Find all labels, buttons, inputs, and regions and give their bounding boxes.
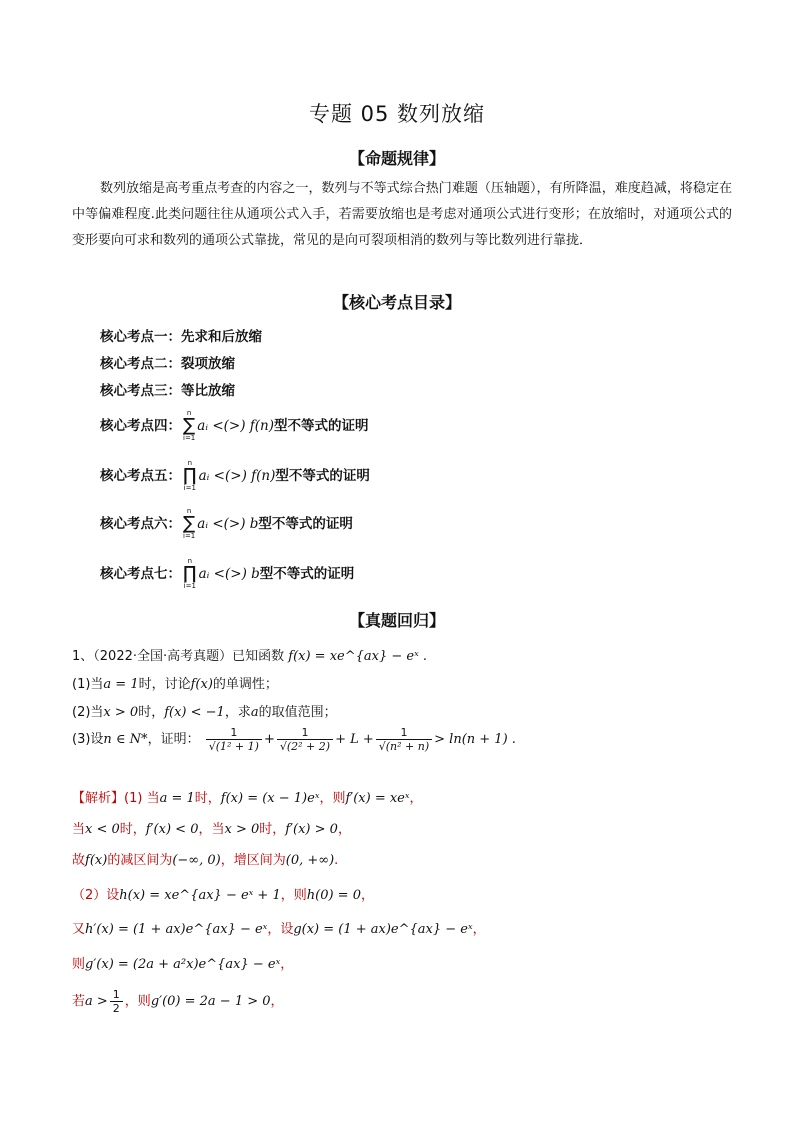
operator-upper: n <box>186 409 192 417</box>
denominator: √(1² + 1) <box>208 740 259 753</box>
toc-label: 核心考点二： <box>100 356 181 372</box>
math: g(x) = (1 + ax)e^{ax} − eˣ <box>293 922 473 937</box>
text: ，则 <box>319 791 346 806</box>
text: 时， <box>259 822 286 837</box>
text: ， <box>337 822 351 837</box>
text: ，则 <box>124 994 151 1009</box>
operator-symbol: ∏ <box>183 563 197 584</box>
math: f′(x) < 0 <box>145 822 199 837</box>
text: ，设 <box>267 922 294 937</box>
text: ， <box>472 922 486 937</box>
operator-lower: i=1 <box>183 532 196 540</box>
math: f′(x) > 0 <box>285 822 338 837</box>
toc-expression: aᵢ <(>) b <box>198 566 260 582</box>
problem-part-1 <box>72 673 278 692</box>
toc-item-4 <box>100 410 369 442</box>
text: (3)设 <box>72 732 104 747</box>
operator-symbol: ∏ <box>183 465 197 486</box>
operator-symbol: ∑ <box>183 415 196 436</box>
math: f(x) < −1 <box>164 705 225 720</box>
ellipsis-term: + L + <box>335 732 374 747</box>
math: n ∈ N* <box>103 732 148 747</box>
operator-lower: i=1 <box>183 582 196 590</box>
operator-symbol: ∑ <box>183 513 196 534</box>
toc-label: 核心考点六： <box>100 516 181 532</box>
text: (1) 当 <box>124 791 160 806</box>
math: a > <box>85 994 108 1009</box>
operator-upper: n <box>187 459 193 467</box>
math: h′(x) = (1 + ax)e^{ax} − eˣ <box>85 922 268 937</box>
text: . <box>334 853 339 868</box>
text: 若 <box>72 994 86 1009</box>
math: a = 1 <box>103 677 139 692</box>
operator-lower: i=1 <box>183 484 196 492</box>
math: (−∞, 0) <box>172 853 221 868</box>
summation-operator <box>183 508 195 540</box>
fraction-2 <box>277 726 333 753</box>
text: (2)当 <box>72 705 104 720</box>
text: ，增区间为 <box>220 853 286 868</box>
denominator: √(2² + 2) <box>279 740 331 753</box>
operator-lower: i=1 <box>183 434 196 442</box>
problem-part-2 <box>72 701 337 720</box>
section-heading-real: 【真题回归】 <box>348 611 445 630</box>
denominator: 2 <box>112 1002 120 1015</box>
fraction-1 <box>206 726 262 753</box>
analysis-tag: 【解析】 <box>72 791 125 806</box>
text: 的减区间为 <box>107 853 173 868</box>
math: x > 0 <box>224 822 260 837</box>
text: （2）设 <box>72 888 120 903</box>
problem-intro <box>72 645 427 664</box>
product-operator <box>183 558 197 590</box>
math: f(x) <box>85 853 108 868</box>
toc-label: 核心考点三： <box>100 383 181 399</box>
product-operator <box>183 460 197 492</box>
math: a = 1 <box>159 791 195 806</box>
math: f(x) <box>190 677 213 692</box>
toc-label: 核心考点七： <box>100 566 181 582</box>
summation-operator <box>183 410 195 442</box>
toc-item-5 <box>100 460 370 492</box>
math: a <box>250 705 259 720</box>
text: 时， <box>138 705 165 720</box>
operator-upper: n <box>186 507 192 515</box>
section-heading-toc: 【核心考点目录】 <box>332 293 461 312</box>
text: 故 <box>72 853 86 868</box>
math: x > 0 <box>103 705 139 720</box>
toc-label: 核心考点四： <box>100 418 181 434</box>
inequality-tail: > ln(n + 1) . <box>434 732 516 747</box>
numerator: 1 <box>277 726 333 740</box>
toc-label: 核心考点五： <box>100 468 181 484</box>
toc-expression: aᵢ <(>) f(n) <box>198 468 276 484</box>
math: h(x) = xe^{ax} − eˣ + 1 <box>119 888 281 903</box>
toc-item-1 <box>100 325 262 345</box>
answer-line-2 <box>72 818 351 837</box>
math: x < 0 <box>85 822 120 837</box>
math: g′(x) = (2a + a²x)e^{ax} − eˣ <box>85 957 281 972</box>
toc-item-2 <box>100 352 235 372</box>
toc-expression: aᵢ <(>) f(n) <box>197 418 274 434</box>
toc-text: 型不等式的证明 <box>259 566 355 582</box>
text: ， <box>360 888 374 903</box>
text: 的单调性； <box>212 677 278 692</box>
toc-text: 等比放缩 <box>181 383 235 399</box>
problem-intro-text: 1、（2022·全国·高考真题）已知函数 <box>72 649 285 664</box>
problem-part-3 <box>72 726 516 753</box>
text: (1)当 <box>72 677 104 692</box>
text: 当 <box>72 822 86 837</box>
text: 时，讨论 <box>138 677 191 692</box>
numerator: 1 <box>206 726 262 740</box>
plus-sign: + <box>263 732 275 747</box>
text: ， <box>270 994 284 1009</box>
answer-line-5 <box>72 918 486 937</box>
text: 时， <box>119 822 146 837</box>
section-heading-rule: 【命题规律】 <box>348 149 445 168</box>
answer-line-7 <box>72 988 284 1015</box>
numerator: 1 <box>376 726 432 740</box>
answer-line-1 <box>72 787 423 806</box>
rule-paragraph: 数列放缩是高考重点考查的内容之一，数列与不等式综合热门难题（压轴题），有所降温，难度趋减，将稳定在中等偏难程度.此类问题往往从通项公式入手，若需要放缩也是考虑对通项公式进行变形；在放缩时，对通项公式的变形要向可求和数列的通项公式靠拢，常见的是向可裂项相消的数列与等比数列进行靠拢． <box>72 181 732 248</box>
toc-text: 先求和后放缩 <box>181 329 262 345</box>
answer-line-4 <box>72 884 374 903</box>
text: ，求 <box>224 705 251 720</box>
toc-text: 型不等式的证明 <box>274 418 369 434</box>
math: (0, +∞) <box>285 853 335 868</box>
denominator: √(n² + n) <box>378 740 430 753</box>
toc-expression: aᵢ <(>) b <box>197 516 259 532</box>
text: 又 <box>72 922 86 937</box>
math: f′(x) = xeˣ <box>345 791 410 806</box>
text: ，证明： <box>147 732 200 747</box>
math: f(x) = (x − 1)eˣ <box>220 791 320 806</box>
text: ， <box>280 957 294 972</box>
toc-item-7 <box>100 558 354 590</box>
text: 的取值范围； <box>258 705 337 720</box>
text: ，当 <box>198 822 225 837</box>
text: 则 <box>72 957 86 972</box>
text: ，则 <box>280 888 307 903</box>
toc-item-6 <box>100 508 353 540</box>
toc-text: 裂项放缩 <box>181 356 235 372</box>
toc-item-3 <box>100 379 235 399</box>
answer-line-6 <box>72 953 293 972</box>
fraction-3 <box>376 726 432 753</box>
numerator: 1 <box>110 988 123 1002</box>
toc-label: 核心考点一： <box>100 329 181 345</box>
operator-upper: n <box>187 557 193 565</box>
toc-text: 型不等式的证明 <box>275 468 370 484</box>
page-title: 专题 05 数列放缩 <box>308 102 486 126</box>
fraction-half <box>110 988 123 1015</box>
answer-line-3 <box>72 849 338 868</box>
text: 时， <box>194 791 221 806</box>
math: h(0) = 0 <box>306 888 361 903</box>
problem-function: f(x) = xe^{ax} − eˣ . <box>288 649 427 664</box>
text: ， <box>409 791 423 806</box>
math: g′(0) = 2a − 1 > 0 <box>150 994 271 1009</box>
toc-text: 型不等式的证明 <box>258 516 353 532</box>
